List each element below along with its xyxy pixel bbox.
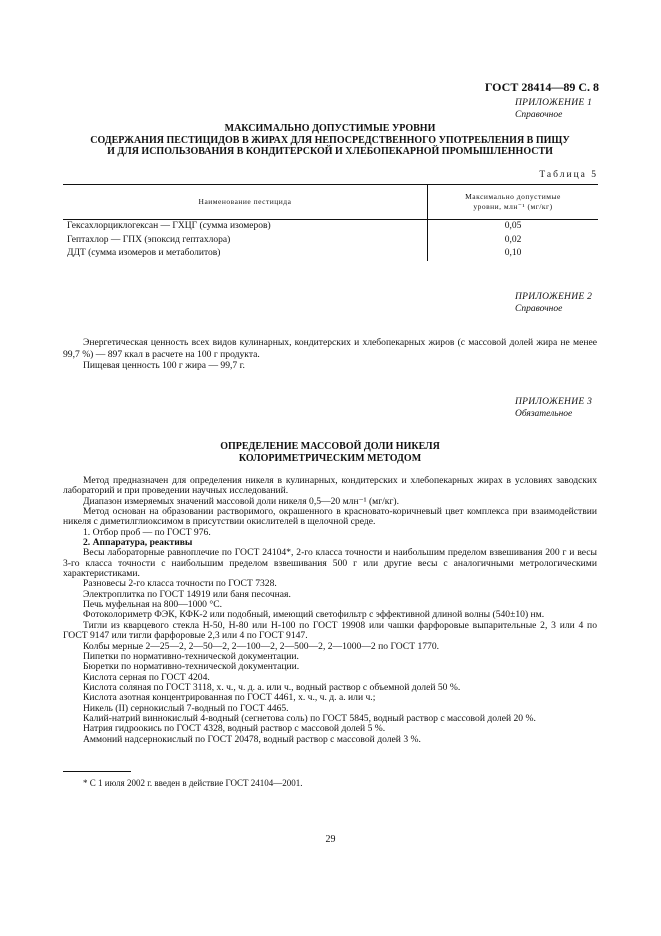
paragraph: 1. Отбор проб — по ГОСТ 976. [83, 526, 211, 538]
pesticide-table [63, 184, 598, 261]
paragraph: Фотоколориметр ФЭК, КФК-2 или подобный, имеющий светофильтр с эффективной длиной волны (540±10) нм. [83, 609, 545, 621]
paragraph: Кислота азотная концентрированная по ГОСТ 4461, х. ч., ч. д. а. или ч.; [83, 692, 376, 704]
appendix-2-label [515, 291, 592, 315]
appendix-1-title: ПРИЛОЖЕНИЕ 1 [515, 98, 593, 108]
heading-line: ОПРЕДЕЛЕНИЕ МАССОВОЙ ДОЛИ НИКЕЛЯ [220, 441, 440, 452]
paragraph: Диапазон измеряемых значений массовой доли никеля 0,5—20 млн⁻¹ (мг/кг). [83, 495, 399, 507]
appendix-2-text [63, 337, 597, 372]
paragraph: Пипетки по нормативно-технической документации. [83, 650, 299, 662]
pesticide-level: 0,05 [428, 220, 599, 234]
appendix-3-type: Обязательное [515, 409, 573, 419]
pesticide-level: 0,10 [428, 247, 599, 261]
paragraph: Бюретки по нормативно-технической документации. [83, 661, 300, 673]
column-header-pesticide: Наименование пестицида [63, 185, 428, 220]
paragraph: Тигли из кварцевого стекла Н-50, Н-80 или Н-100 по ГОСТ 19908 или чашки фарфоровые выпарительные 2, 3 или 4 по ГОСТ 9147 или тигли фарфоровые 2,3 или 4 по ГОСТ 9147. [63, 619, 597, 642]
header-line: уровни, млн⁻¹ (мг/кг) [473, 202, 553, 211]
paragraph: Кислота соляная по ГОСТ 3118, х. ч., ч. д. а. или ч., водный раствор с объемной долей 50 %. [83, 681, 461, 693]
paragraph: Пищевая ценность 100 г жира — 99,7 г. [83, 360, 245, 372]
footnote: * С 1 июля 2002 г. введен в действие ГОСТ 24104—2001. [83, 778, 303, 788]
paragraph: Метод предназначен для определения никеля в кулинарных, кондитерских и хлебопекарных жирах в условиях заводских лабораторий и при проведении научных исследований. [63, 475, 597, 497]
paragraph: Метод основан на образовании растворимого, окрашенного в красновато-коричневый цвет комплекса при взаимодействии никеля с диметилглиоксимом в присутствии окислителей в щелочной среде. [63, 506, 597, 528]
appendix-3-heading [60, 441, 600, 464]
pesticide-level: 0,02 [428, 234, 599, 248]
heading-line: И ДЛЯ ИСПОЛЬЗОВАНИЯ В КОНДИТЕРСКОЙ И ХЛЕБОПЕКАРНОЙ ПРОМЫШЛЕННОСТИ [107, 146, 553, 157]
table-row [63, 220, 598, 234]
paragraph: Разновесы 2-го класса точности по ГОСТ 7328. [83, 578, 277, 590]
heading-line: МАКСИМАЛЬНО ДОПУСТИМЫЕ УРОВНИ [224, 123, 436, 134]
appendix-1-heading [60, 123, 600, 158]
paragraph: Весы лабораторные равноплечие по ГОСТ 24104*, 2-го класса точности и наибольшим пределом взвешивания 200 г и весы 3-го класса точности с наибольшим пределом взвешивания 500 г или другие весы с аналогичными метрологическими характеристиками. [63, 547, 597, 580]
appendix-1-label [515, 97, 592, 121]
appendix-2-title: ПРИЛОЖЕНИЕ 2 [515, 292, 593, 302]
appendix-3-label [515, 396, 592, 420]
pesticide-name: Гептахлор — ГПХ (эпоксид гептахлора) [67, 234, 231, 245]
table-row [63, 247, 598, 261]
paragraph: Печь муфельная на 800—1000 °С. [83, 599, 223, 611]
paragraph: Аммоний надсернокислый по ГОСТ 20478, водный раствор с массовой долей 3 %. [83, 733, 421, 745]
heading-line: КОЛОРИМЕТРИЧЕСКИМ МЕТОДОМ [238, 452, 422, 464]
header-line: Максимально допустимые [465, 192, 561, 201]
section-heading: 2. Аппаратура, реактивы [83, 537, 193, 549]
appendix-2-type: Справочное [515, 304, 563, 314]
page-number: 29 [325, 834, 336, 845]
pesticide-name: Гексахлорциклогексан — ГХЦГ (сумма изомеров) [67, 221, 271, 232]
column-header-levels [428, 185, 599, 220]
table-row [63, 234, 598, 248]
paragraph: Колбы мерные 2—25—2, 2—50—2, 2—100—2, 2—500—2, 2—1000—2 по ГОСТ 1770. [83, 640, 440, 652]
paragraph: Электроплитка по ГОСТ 14919 или баня песочная. [83, 588, 291, 600]
page-header: ГОСТ 28414—89 С. 8 [484, 80, 599, 94]
paragraph: Калий-натрий виннокислый 4-водный (сегнетова соль) по ГОСТ 5845, водный раствор с массовой долей 20 %. [83, 712, 536, 724]
table-header-row [63, 185, 598, 220]
paragraph: Натрия гидроокись по ГОСТ 4328, водный раствор с массовой долей 5 %. [83, 723, 386, 735]
table-label: Таблица 5 [539, 170, 598, 180]
heading-line: СОДЕРЖАНИЯ ПЕСТИЦИДОВ В ЖИРАХ ДЛЯ НЕПОСРЕДСТВЕННОГО УПОТРЕБЛЕНИЯ В ПИЩУ [90, 134, 570, 146]
appendix-3-title: ПРИЛОЖЕНИЕ 3 [515, 397, 593, 407]
paragraph: Энергетическая ценность всех видов кулинарных, кондитерских и хлебопекарных жиров (с массовой долей жира не менее 99,7 %) — 897 ккал в расчете на 100 г продукта. [63, 337, 597, 360]
footnote-divider [63, 771, 131, 772]
appendix-3-body [63, 476, 597, 745]
paragraph: Никель (II) сернокислый 7-водный по ГОСТ 4465. [83, 702, 289, 714]
appendix-1-type: Справочное [515, 110, 563, 120]
pesticide-name: ДДТ (сумма изомеров и метаболитов) [67, 248, 221, 259]
paragraph: Кислота серная по ГОСТ 4204. [83, 671, 210, 683]
